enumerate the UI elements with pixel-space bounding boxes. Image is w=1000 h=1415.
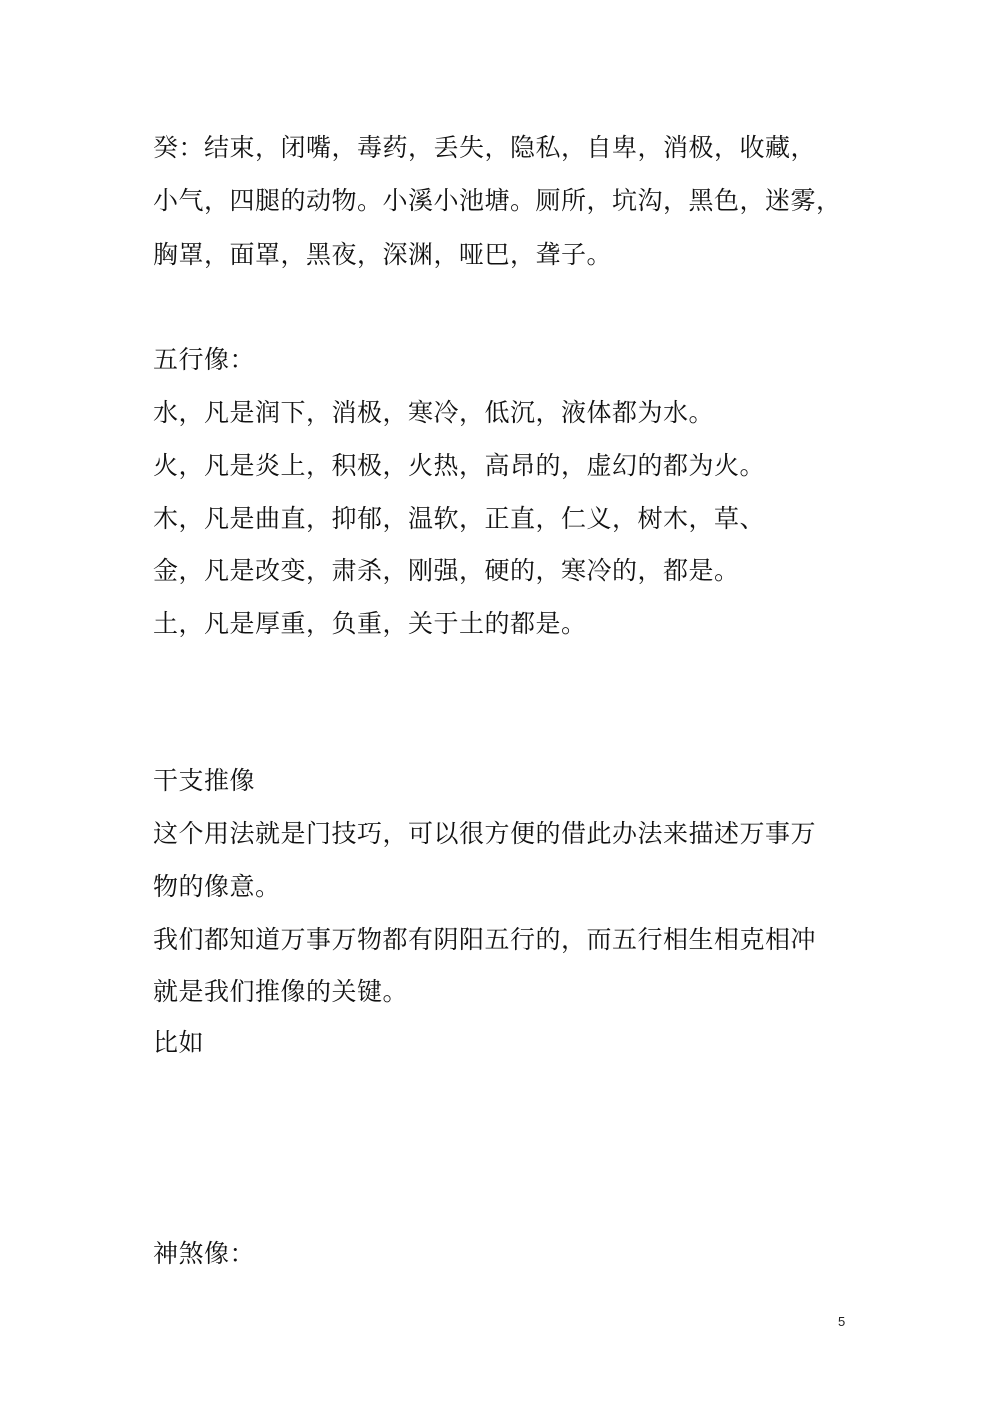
gui-description-line-2: 小气，四腿的动物。小溪小池塘。厕所，坑沟，黑色，迷雾，	[153, 186, 842, 215]
wuxing-heading: 五行像：	[153, 345, 256, 374]
wuxing-water-line: 水，凡是润下，消极，寒冷，低沉，液体都为水。	[153, 398, 715, 427]
ganzhi-line-5: 比如	[153, 1028, 205, 1057]
wuxing-wood-line: 木，凡是曲直，抑郁，温软，正直，仁义，树木，草、	[153, 504, 766, 533]
shensha-heading: 神煞像：	[153, 1239, 256, 1268]
page-number: 5	[838, 1314, 846, 1329]
wuxing-earth-line: 土，凡是厚重，负重，关于土的都是。	[153, 609, 587, 638]
wuxing-metal-line: 金，凡是改变，肃杀，刚强，硬的，寒冷的，都是。	[153, 556, 740, 585]
gui-description-line-3: 胸罩，面罩，黑夜，深渊，哑巴，聋子。	[153, 240, 613, 269]
ganzhi-heading: 干支推像	[153, 766, 256, 795]
ganzhi-line-3: 我们都知道万事万物都有阴阳五行的，而五行相生相克相冲	[153, 925, 817, 954]
ganzhi-line-2: 物的像意。	[153, 872, 281, 901]
gui-description-line-1: 癸：结束，闭嘴，毒药，丢失，隐私，自卑，消极，收藏，	[153, 133, 817, 162]
wuxing-fire-line: 火，凡是炎上，积极，火热，高昂的，虚幻的都为火。	[153, 451, 766, 480]
ganzhi-line-4: 就是我们推像的关键。	[153, 977, 409, 1006]
ganzhi-line-1: 这个用法就是门技巧，可以很方便的借此办法来描述万事万	[153, 819, 817, 848]
